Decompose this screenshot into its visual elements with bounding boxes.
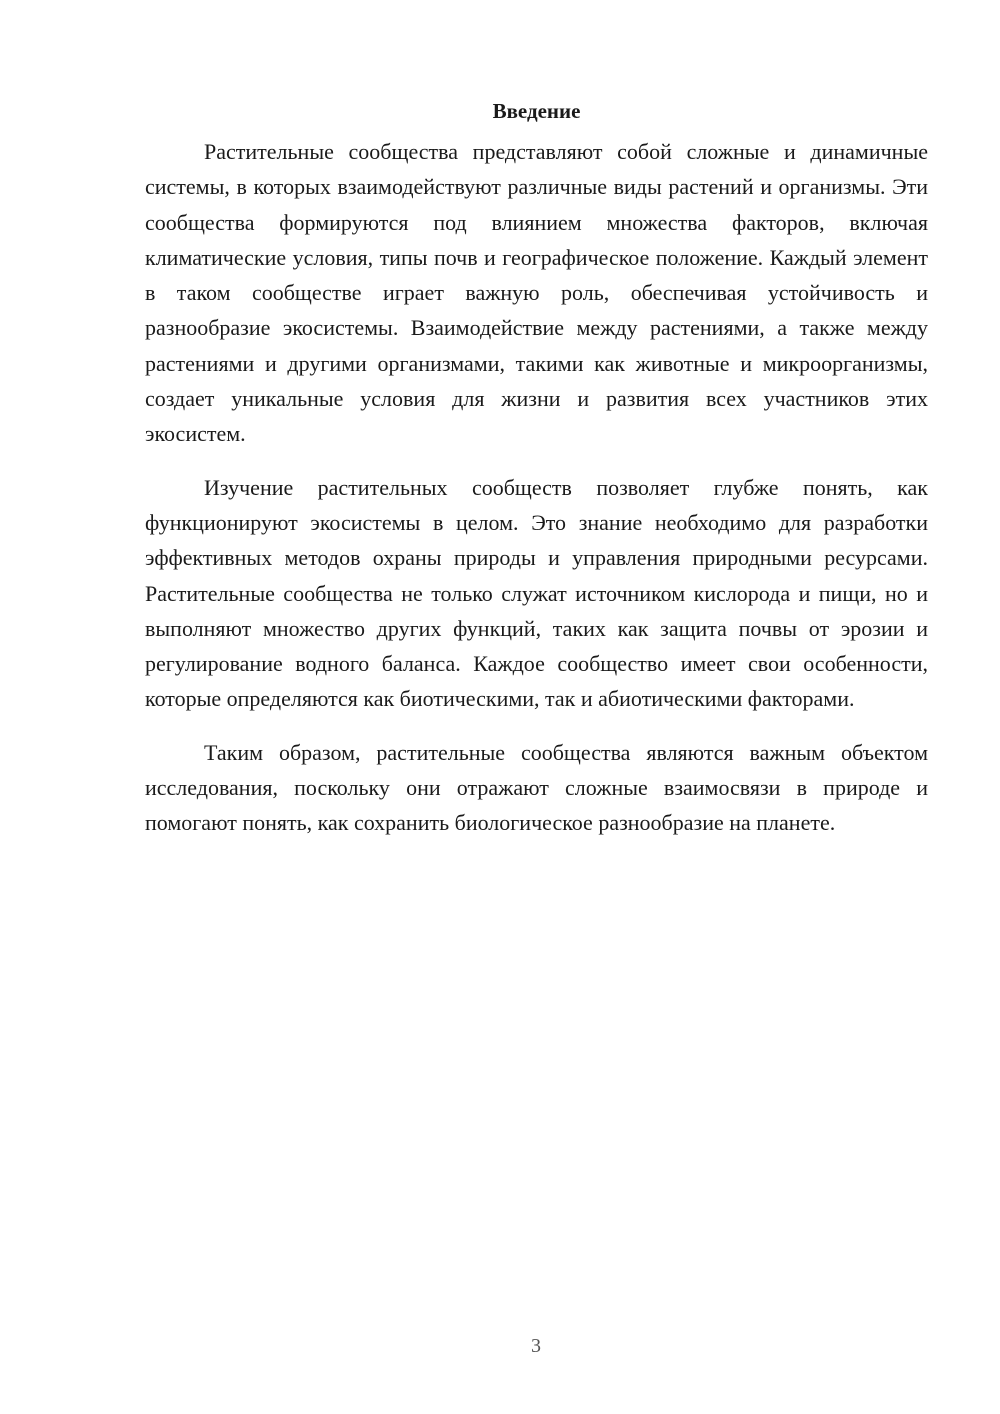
paragraph-3: Таким образом, растительные сообщества являются важным объектом исследования, поскольку они отражают сложные взаимосвязи в природе и помогают понять, как сохранить биологическое разнообразие на планете.	[145, 739, 928, 836]
page-number: 3	[531, 1335, 541, 1357]
page-content	[145, 96, 928, 841]
paragraph-1: Растительные сообщества представляют собой сложные и динамичные системы, в которых взаимодействуют различные виды растений и организмы. Эти сообщества формируются под влиянием множества факторов, включая климатические условия, типы почв и географическое положение. Каждый элемент в таком сообществе играет важную роль, обеспечивая устойчивость и разнообразие экосистемы. Взаимодействие между растениями, а также между растениями и другими организмами, такими как животные и микроорганизмы, создает уникальные условия для жизни и развития всех участников этих экосистем.	[145, 139, 928, 447]
section-heading: Введение	[492, 99, 581, 123]
paragraph-2: Изучение растительных сообществ позволяет глубже понять, как функционируют экосистемы в целом. Это знание необходимо для разработки эффективных методов охраны природы и управления природными ресурсами. Растительные сообщества не только служат источником кислорода и пищи, но и выполняют множество других функций, таких как защита почвы от эрозии и регулирование водного баланса. Каждое сообщество имеет свои особенности, которые определяются как биотическими, так и абиотическими факторами.	[145, 474, 928, 712]
